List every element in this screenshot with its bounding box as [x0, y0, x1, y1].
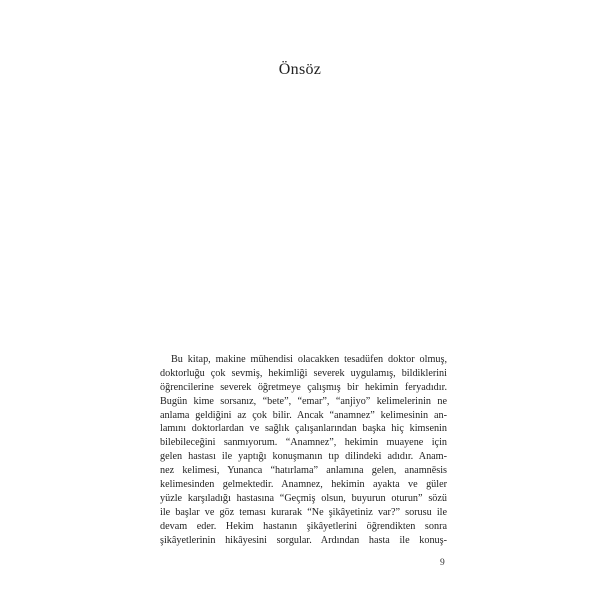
paragraph-line: Bu kitap, makine mühendisi olacakken tesadüfen doktor olmuş,: [171, 354, 447, 365]
paragraph-line: anlama geldiğini az çok bilir. Ancak “anamnez” kelimesinin an-: [160, 409, 447, 421]
page-number: 9: [440, 558, 445, 568]
paragraph-line: gelen hastası ile yaptığı konuşmanın tıp dilindeki adıdır. Anam-: [160, 451, 447, 463]
paragraph-line: kelimesinden gelmektedir. Anamnez, hekimin ayakta ve güler: [160, 479, 447, 491]
paragraph-line: devam eder. Hekim hastanın şikâyetlerini öğrendikten sonra: [160, 520, 447, 532]
page-title: Önsöz: [278, 61, 322, 78]
paragraph-line: doktorluğu çok sevmiş, hekimliği severek uygulamış, bildiklerini: [160, 367, 447, 379]
paragraph-line: nez kelimesi, Yunanca “hatırlama” anlamına gelen, anamnēsis: [160, 465, 447, 477]
paragraph-line: lamını doktorlardan ve sağlık çalışanlarından başka hiç kimsenin: [160, 423, 447, 435]
paragraph-line: öğrencilerine severek öğretmeye çalışmış bir hekimin feryadıdır.: [160, 381, 447, 393]
paragraph-line: yüzle karşıladığı hastasına “Geçmiş olsun, buyurun oturun” sözü: [160, 492, 447, 504]
paragraph-line: Bugün kime sorsanız, “bete”, “emar”, “anjiyo” kelimelerinin ne: [160, 395, 447, 407]
paragraph-line: şikâyetlerinin hikâyesini sorgular. Ardından hasta ile konuş-: [160, 534, 447, 546]
paragraph-line: ile başlar ve göz teması kurarak “Ne şikâyetiniz var?” sorusu ile: [160, 506, 447, 518]
body-paragraph: [160, 353, 447, 547]
paragraph-line: bilebileceğini sanmıyorum. “Anamnez”, hekimin muayene için: [160, 437, 447, 449]
